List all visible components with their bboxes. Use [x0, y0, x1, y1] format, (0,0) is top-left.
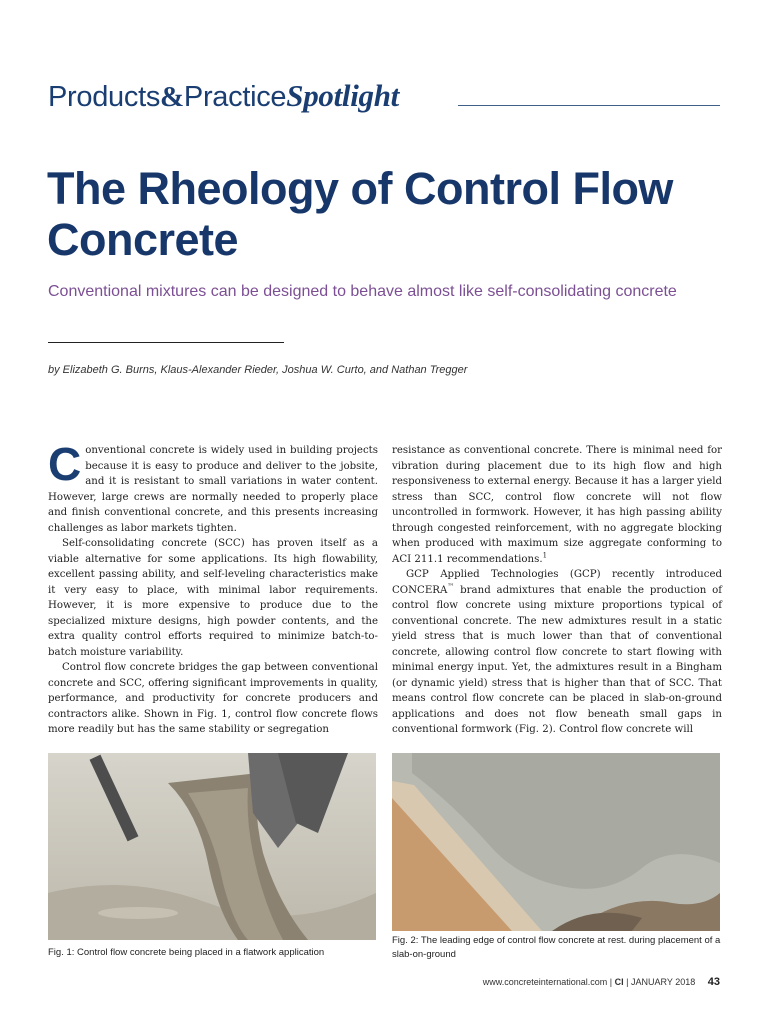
header-practice: Practice — [183, 81, 287, 113]
section-header-text — [48, 78, 399, 114]
body-paragraph-1 — [48, 438, 378, 536]
footer-magazine-abbrev: CI — [614, 977, 624, 987]
figure-2-caption: Fig. 2: The leading edge of control flow concrete at rest. during placement of a slab-on-ground — [392, 935, 721, 960]
body-paragraph-2: Self-consolidating concrete (SCC) has proven itself as a viable alternative for some applications. Its high flowability, excellent passing ability, and self-leveling characteristics make it very easy to place, with minimal labor requirements. However, it is more expensive to produce due to the specialized mixture designs, high powder contents, and the extra quality control efforts required to minimize batch-to-batch moisture variability. — [48, 538, 378, 658]
concrete-pour-illustration — [48, 753, 376, 940]
article-title: The Rheology of Control Flow Concrete — [47, 163, 673, 265]
body-paragraph-5 — [392, 567, 722, 738]
header-ampersand: & — [160, 81, 184, 113]
article-subtitle: Conventional mixtures can be designed to behave almost like self-consolidating concrete — [48, 283, 677, 300]
reference-superscript: 1 — [542, 551, 548, 560]
footer-separator: | — [609, 977, 613, 987]
paragraph-5-text-b: brand admixtures that enable the production of control flow concrete using mixture proportions typical of conventional concrete. The new admixtures result in a static yield stress that is much lower than that of conventional concrete, allowing control flow concrete to start flowing with minimal energy input. Yet, the admixtures result in a Bingham (or dynamic yield) stress that is higher than that of SCC. That means control flow concrete can be placed in slab-on-ground applications and does not flow beneath small gaps in conventional formwork (Fig. 2). Control flow concrete will — [392, 584, 722, 735]
figure-1-photo — [48, 753, 376, 940]
paragraph-5-text-a: GCP Applied Technologies (GCP) recently introduced CONCERA — [392, 569, 722, 596]
page-number: 43 — [707, 976, 720, 988]
trademark-superscript: ™ — [447, 582, 455, 591]
body-column-left — [48, 438, 378, 738]
paragraph-1-text: onventional concrete is widely used in building projects because it is easy to produce and deliver to the jobsite, and it is resistant to small variations in water content. However, large crews are normally needed to properly place and finish conventional concrete, and this presents increasing challenges as labor markets tighten. — [48, 445, 378, 534]
figure-1-caption: Fig. 1: Control flow concrete being placed in a flatwork application — [48, 947, 325, 958]
slab-edge-illustration — [392, 753, 720, 931]
body-column-right — [392, 443, 722, 738]
footer-separator: | — [626, 977, 629, 987]
subtitle-rule — [48, 342, 284, 343]
header-products: Products — [48, 81, 161, 113]
body-paragraph-3: Control flow concrete bridges the gap between conventional concrete and SCC, offering significant improvements in quality, performance, and productivity for concrete producers and contractors alike. Shown in Fig. 1, control flow concrete flows more readily but has the same stability or segregation — [48, 662, 378, 735]
drop-cap: C — [48, 438, 82, 490]
article-byline: by Elizabeth G. Burns, Klaus-Alexander Rieder, Joshua W. Curto, and Nathan Tregger — [48, 364, 468, 376]
page-footer — [420, 976, 720, 988]
header-rule — [458, 105, 720, 106]
figure-2-photo — [392, 753, 720, 931]
header-spotlight: Spotlight — [286, 78, 399, 113]
body-paragraph-4 — [392, 443, 722, 567]
footer-website-link[interactable]: www.concreteinternational.com — [482, 977, 608, 987]
footer-issue: JANUARY 2018 — [631, 977, 696, 987]
section-header — [48, 78, 720, 118]
paragraph-4-text: resistance as conventional concrete. There is minimal need for vibration during placement due to its high flow and high responsiveness to external energy. Because it has a larger yield stress than SCC, control flow concrete will not flow uncontrolled in formwork. However, it has high passing ability through congested reinforcement, with no aggregate blocking when produced with maximum size aggregate conforming to ACI 211.1 recommendations. — [392, 445, 722, 565]
